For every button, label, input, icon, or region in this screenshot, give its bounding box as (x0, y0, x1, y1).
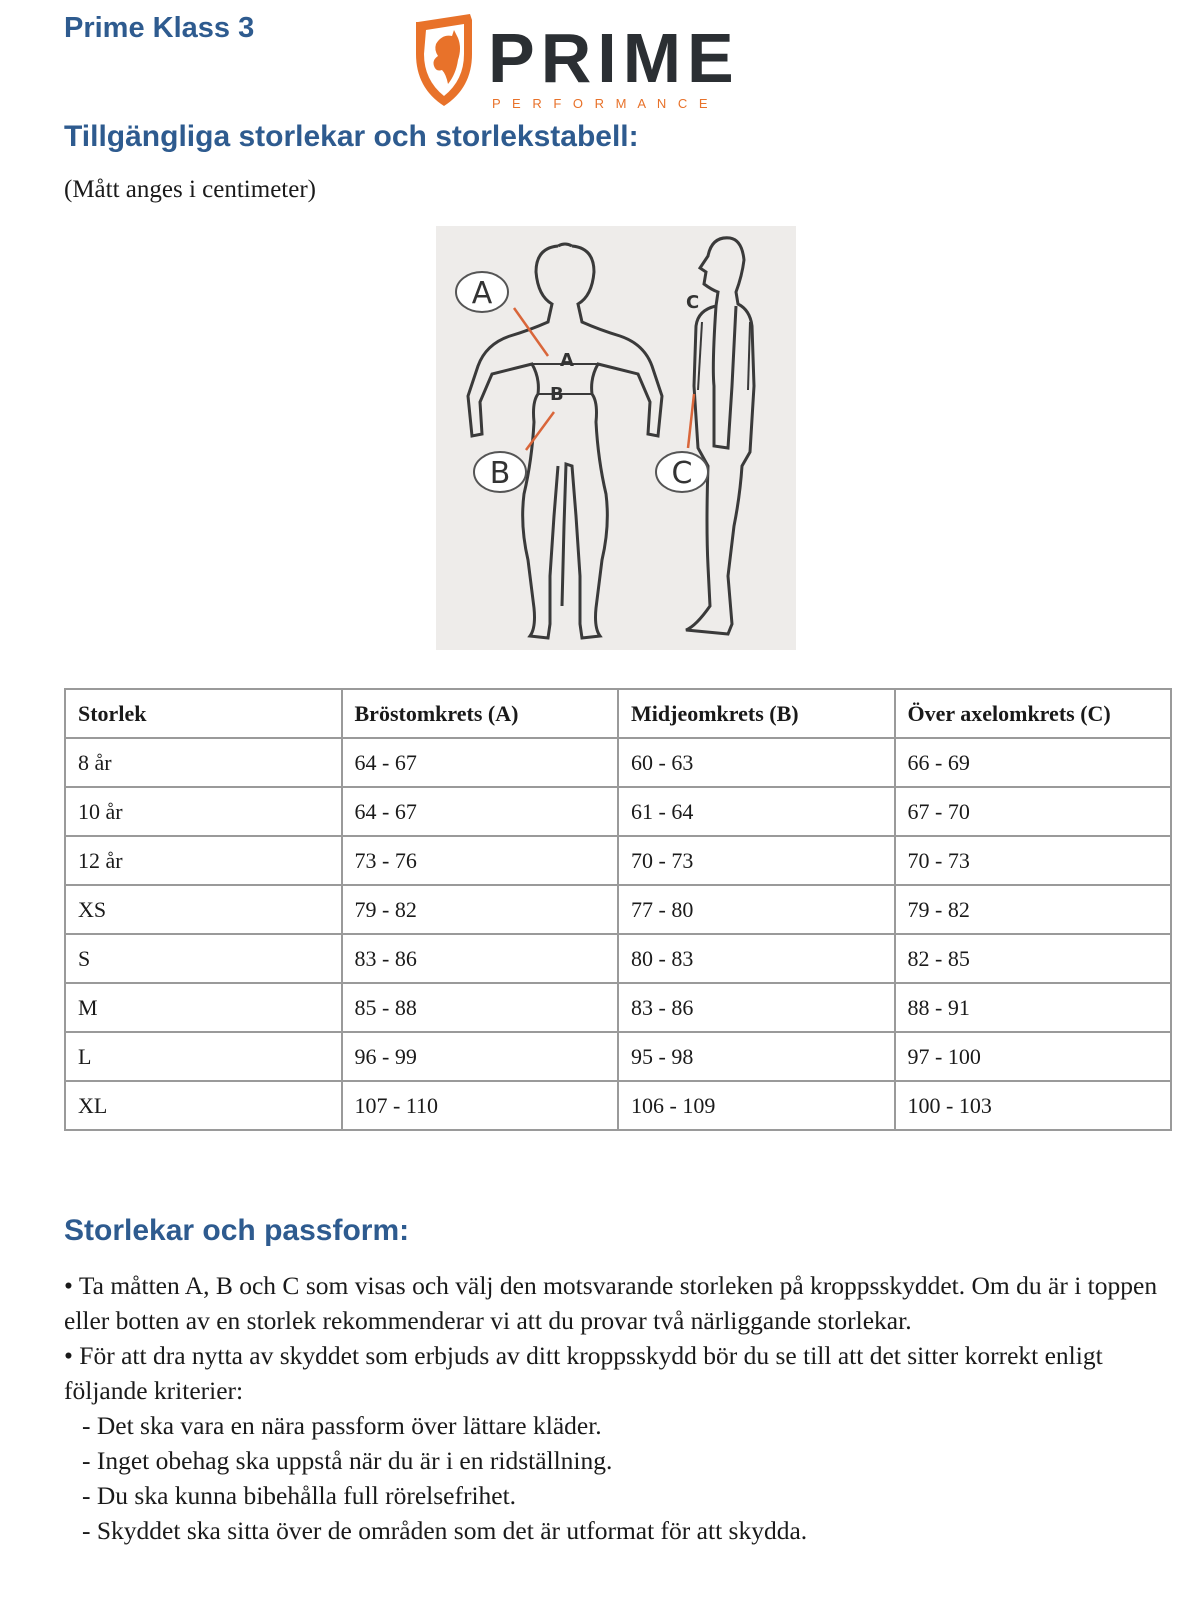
table-cell: 97 - 100 (895, 1032, 1172, 1081)
table-cell: 80 - 83 (618, 934, 895, 983)
table-row (65, 1032, 1171, 1081)
logo-tagline: P E R F O R M A N C E (492, 96, 712, 111)
table-row (65, 787, 1171, 836)
table-cell: 73 - 76 (342, 836, 619, 885)
table-cell: 66 - 69 (895, 738, 1172, 787)
label-c-circle (656, 452, 708, 492)
table-cell: 64 - 67 (342, 787, 619, 836)
table-row (65, 983, 1171, 1032)
document-title: Prime Klass 3 (64, 12, 255, 44)
criteria-item: - Skyddet ska sitta över de områden som det är utformat för att skydda. (82, 1516, 808, 1545)
label-a: A (471, 276, 493, 311)
marker-b: B (550, 384, 564, 405)
table-cell: 79 - 82 (342, 885, 619, 934)
table-cell: 107 - 110 (342, 1081, 619, 1130)
table-cell: 70 - 73 (895, 836, 1172, 885)
table-cell: L (65, 1032, 342, 1081)
instruction-paragraph: • För att dra nytta av skyddet som erbjuds av ditt kroppsskydd bör du se till att det sitter korrekt enligt följande kriterier: (64, 1341, 1103, 1405)
fit-section-title: Storlekar och passform: (64, 1214, 410, 1247)
table-header-row (65, 689, 1171, 738)
table-header-cell: Midjeomkrets (B) (618, 689, 895, 738)
table-cell: M (65, 983, 342, 1032)
table-cell: 96 - 99 (342, 1032, 619, 1081)
table-cell: 106 - 109 (618, 1081, 895, 1130)
table-cell: XS (65, 885, 342, 934)
table-cell: S (65, 934, 342, 983)
logo-wordmark: PRIME (488, 19, 740, 97)
table-cell: 88 - 91 (895, 983, 1172, 1032)
table-cell: 67 - 70 (895, 787, 1172, 836)
fit-instructions (64, 1268, 1174, 1548)
table-cell: XL (65, 1081, 342, 1130)
table-cell: 82 - 85 (895, 934, 1172, 983)
table-cell: 8 år (65, 738, 342, 787)
table-cell: 95 - 98 (618, 1032, 895, 1081)
table-row (65, 885, 1171, 934)
criteria-item: - Du ska kunna bibehålla full rörelsefrihet. (82, 1481, 517, 1510)
table-cell: 64 - 67 (342, 738, 619, 787)
criteria-item: - Inget obehag ska uppstå när du är i en ridställning. (82, 1446, 613, 1475)
marker-a: A (560, 350, 574, 371)
table-cell: 12 år (65, 836, 342, 885)
size-section-title: Tillgängliga storlekar och storlekstabell: (64, 120, 639, 153)
table-cell: 61 - 64 (618, 787, 895, 836)
prime-performance-logo (412, 14, 792, 114)
label-b-circle (474, 452, 526, 492)
table-cell: 77 - 80 (618, 885, 895, 934)
table-header-cell: Över axelomkrets (C) (895, 689, 1172, 738)
size-table (64, 688, 1172, 1131)
table-cell: 70 - 73 (618, 836, 895, 885)
marker-c: C (686, 292, 700, 313)
measurement-diagram (436, 226, 796, 650)
table-header-cell: Storlek (65, 689, 342, 738)
table-cell: 85 - 88 (342, 983, 619, 1032)
table-cell: 83 - 86 (618, 983, 895, 1032)
table-cell: 79 - 82 (895, 885, 1172, 934)
measurement-note: (Mått anges i centimeter) (64, 176, 316, 203)
instruction-paragraph: • Ta måtten A, B och C som visas och välj den motsvarande storleken på kroppsskyddet. Om du är i toppen eller botten av en storlek rekommenderar vi att du provar två närliggande storlekar. (64, 1271, 1158, 1335)
label-a-circle (456, 272, 508, 312)
criteria-item: - Det ska vara en nära passform över lättare kläder. (82, 1411, 602, 1440)
table-cell: 10 år (65, 787, 342, 836)
table-row (65, 934, 1171, 983)
table-row (65, 836, 1171, 885)
table-cell: 83 - 86 (342, 934, 619, 983)
table-cell: 100 - 103 (895, 1081, 1172, 1130)
label-c: C (671, 456, 693, 491)
label-b: B (489, 456, 511, 491)
table-row (65, 1081, 1171, 1130)
table-cell: 60 - 63 (618, 738, 895, 787)
table-row (65, 738, 1171, 787)
table-header-cell: Bröstomkrets (A) (342, 689, 619, 738)
